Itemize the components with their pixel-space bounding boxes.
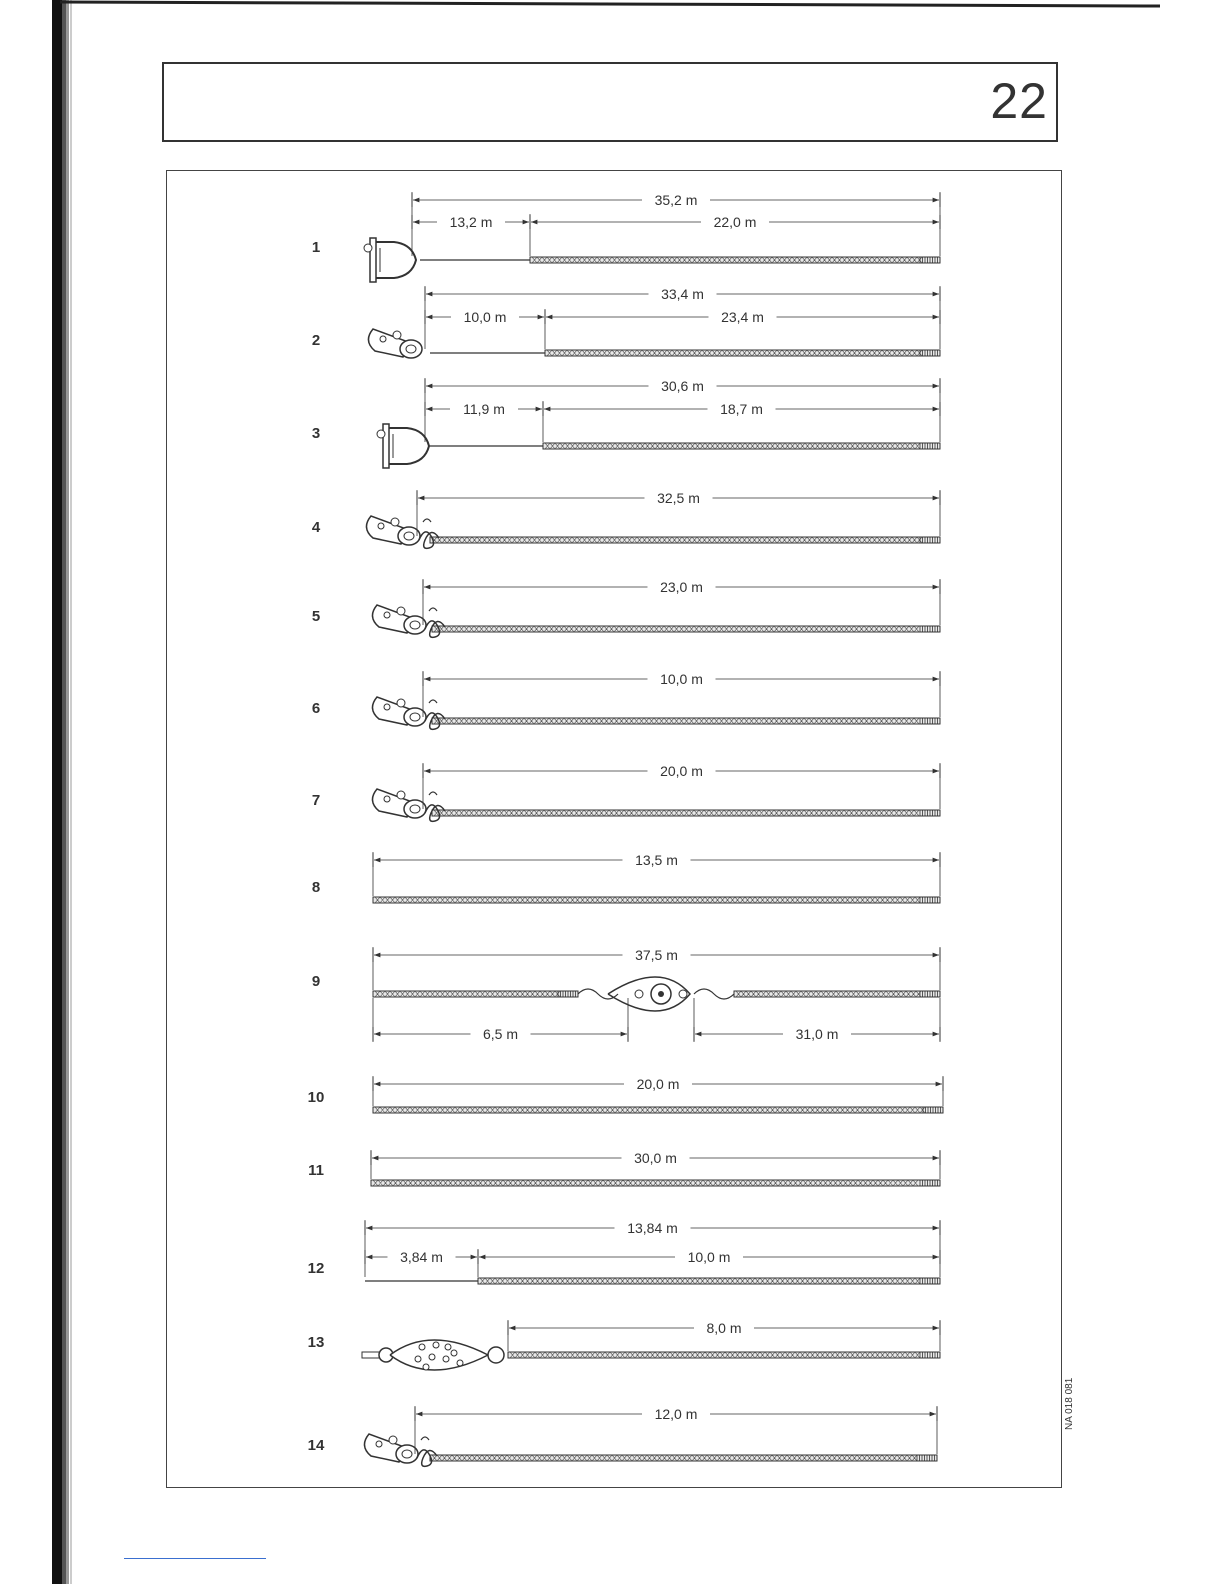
snap-shackle-hole (384, 612, 390, 618)
dimension-label: 30,0 m (634, 1150, 677, 1166)
row-number: 11 (308, 1162, 324, 1179)
dimension (412, 192, 940, 208)
knot-tail (429, 700, 437, 703)
rope-line (543, 443, 940, 449)
row-number: 9 (311, 973, 321, 990)
dimension (508, 1320, 940, 1336)
dimension (417, 490, 940, 506)
snap-shackle-pin (397, 791, 405, 799)
dimension-label: 30,6 m (661, 378, 704, 394)
dimension (371, 1150, 940, 1166)
dimension-label: 20,0 m (660, 763, 703, 779)
page-number: 22 (990, 73, 1048, 129)
knot-tail (429, 792, 437, 795)
block-with-holes-icon (362, 1340, 504, 1370)
row-number: 8 (311, 879, 321, 896)
rope-line-left (373, 991, 578, 997)
snap-shackle-eye-inner (404, 532, 414, 540)
snap-shackle-eye-inner (410, 805, 420, 813)
rope-line (508, 1352, 940, 1358)
rope-row (312, 792, 320, 809)
dimension (425, 286, 940, 302)
block-hole (415, 1356, 421, 1362)
rope-line (432, 718, 940, 724)
dimension (365, 1249, 478, 1265)
rope-line (430, 1455, 937, 1461)
block-hole (419, 1344, 425, 1350)
rope-row (312, 700, 320, 717)
knot-tail (423, 519, 431, 522)
row-number: 10 (307, 1089, 325, 1106)
dimension-label: 6,5 m (482, 1026, 519, 1042)
rope-row (312, 425, 320, 442)
row-number: 13 (307, 1334, 325, 1351)
rope-row (312, 332, 320, 349)
rope-row (308, 1437, 325, 1454)
block-axle (658, 991, 664, 997)
dimension-label: 13,5 m (635, 852, 678, 868)
shackle-icon (364, 238, 416, 282)
dimension-label: 8,0 m (706, 1320, 742, 1336)
rope-row (312, 239, 320, 256)
block-hole (429, 1354, 435, 1360)
shackle-pin-head (364, 244, 372, 252)
dimension-label: 18,7 m (720, 401, 763, 417)
row-number: 5 (311, 608, 321, 625)
rope-row (312, 519, 321, 536)
block-rivet (635, 990, 643, 998)
dimension (543, 401, 940, 417)
dimension-label: 13,84 m (627, 1220, 678, 1236)
snap-shackle-pin (397, 607, 405, 615)
dimension (412, 214, 530, 230)
dimension-label: 22,0 m (713, 214, 757, 230)
dimension (373, 1076, 943, 1092)
rope-line (373, 897, 940, 903)
shackle-pin-head (377, 430, 385, 438)
snap-shackle-hole (384, 704, 390, 710)
dimension (694, 1026, 940, 1042)
rope-line (545, 350, 940, 356)
dimension-label: 20,0 m (636, 1076, 680, 1092)
snap-shackle-hole (380, 336, 386, 342)
block-rivet (679, 990, 687, 998)
rope-row (312, 973, 320, 990)
snap-shackle-pin (391, 518, 399, 526)
row-number: 1 (311, 239, 321, 256)
snap-shackle-pin (389, 1436, 397, 1444)
row-number: 12 (307, 1260, 325, 1277)
footer-rule (124, 1558, 266, 1559)
block-hole (443, 1356, 449, 1362)
snap-shackle-icon (368, 329, 422, 358)
row-number: 7 (311, 792, 321, 809)
dimension-label: 3,84 m (400, 1249, 443, 1265)
block-shaft (362, 1352, 380, 1358)
dimension (545, 309, 940, 325)
dimension-label: 33,4 m (661, 286, 704, 302)
snap-shackle-eye-inner (410, 713, 420, 721)
row-number: 14 (307, 1437, 325, 1454)
row-number: 3 (311, 425, 321, 442)
block-cheek (608, 977, 690, 1011)
dimension-label: 10,0 m (463, 309, 507, 325)
block-hole (457, 1360, 463, 1366)
dimension (373, 852, 940, 868)
rope-row (312, 879, 320, 896)
block-hole (423, 1364, 429, 1370)
rope-row (308, 1334, 325, 1351)
document-code: NA 018 081 (1064, 1377, 1075, 1430)
rope-line (530, 257, 940, 263)
splice-right (694, 989, 734, 999)
dimension-label: 32,5 m (657, 490, 700, 506)
pulley-block-icon (578, 977, 734, 1011)
snap-shackle-hole (378, 523, 384, 529)
snap-shackle-eye-inner (406, 345, 416, 353)
dimension (373, 947, 940, 963)
dimension-label: 13,2 m (449, 214, 493, 230)
dimension (373, 1026, 628, 1042)
shackle-icon (377, 424, 429, 468)
rope-body (373, 897, 940, 903)
snap-shackle-eye-inner (402, 1450, 412, 1458)
snap-shackle-pin (397, 699, 405, 707)
rope-line-right (734, 991, 940, 997)
rope-row (308, 1089, 325, 1106)
rope-row (308, 1162, 324, 1179)
snap-shackle-eye-inner (410, 621, 420, 629)
block-hole (451, 1350, 457, 1356)
row-number: 2 (311, 332, 321, 349)
dimension-label: 10,0 m (687, 1249, 731, 1265)
snap-shackle-hole (376, 1441, 382, 1447)
snap-shackle-knot-icon (366, 516, 439, 548)
rope-line (373, 1107, 943, 1113)
dimension-label: 10,0 m (660, 671, 703, 687)
snap-shackle-hole (384, 796, 390, 802)
rope-line (371, 1180, 940, 1186)
rope-line (430, 537, 940, 543)
rope-line (432, 626, 940, 632)
dimension-label: 31,0 m (795, 1026, 839, 1042)
dimension (365, 1220, 940, 1236)
knot-tail (429, 608, 437, 611)
dimension-label: 23,0 m (660, 579, 703, 595)
dimension (478, 1249, 940, 1265)
snap-shackle-knot-icon (364, 1434, 437, 1466)
rope-line (478, 1278, 940, 1284)
rope-row (312, 608, 320, 625)
dimension (423, 671, 940, 687)
dimension (423, 579, 940, 595)
block-hole (445, 1344, 451, 1350)
dimension (425, 309, 545, 325)
dimension-label: 35,2 m (654, 192, 698, 208)
dimension (415, 1406, 937, 1422)
rope-row (308, 1260, 325, 1277)
dimension (425, 401, 543, 417)
row-number: 4 (311, 519, 321, 536)
knot-tail (421, 1437, 429, 1440)
dimension (530, 214, 940, 230)
rope-line (432, 810, 940, 816)
dimension-label: 12,0 m (654, 1406, 698, 1422)
block-sheave (488, 1347, 504, 1363)
block-hole (433, 1342, 439, 1348)
dimension-label: 11,9 m (463, 401, 505, 417)
row-number: 6 (311, 700, 321, 717)
dimension (425, 378, 940, 394)
dimension (423, 763, 940, 779)
snap-shackle-pin (393, 331, 401, 339)
dimension-label: 23,4 m (721, 309, 764, 325)
dimension-label: 37,5 m (635, 947, 678, 963)
